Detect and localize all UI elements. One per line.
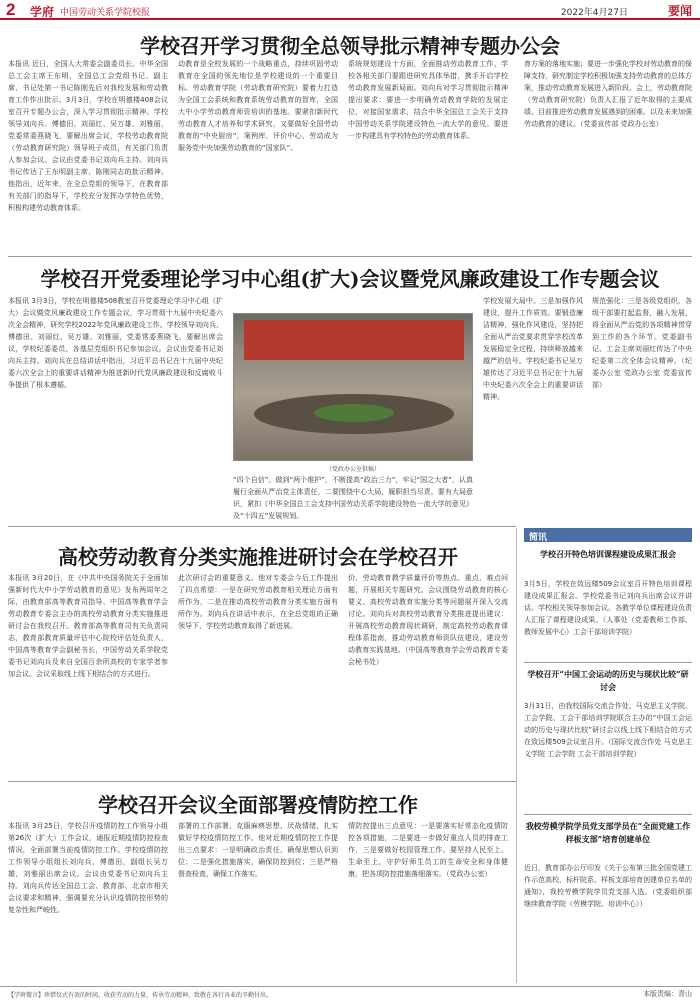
page-footer — [0, 986, 700, 1000]
article1-col1: 本报讯 近日，全国人大常委会副委员长、中华全国总工会主席王东明，全国总工会党组书记、副主席、书记处第一书记陈刚先后对我校发展和劳动教育工作作出批示。3月3日，学校在明德楼408会议室召开专题办公会，深入学习贯彻批示精神。学校领导刘向兵、傅德田、刘丽红、吴万雄、刘雅丽，党委常委燕晓飞，要解出席会议，学校劳动教育院（劳动教育研究院）领导班子成员，有关部门负责人参加会议。会议由党委书记刘向兵主持。刘向兵书记传达了王东明副主席、陈刚同志的批示精神。他指出，近年来，在全总党组的领导下，在教育部有关部门的指导下，学校充分发挥办学特色优势，积极构建劳动教育体系。 — [8, 60, 168, 212]
article4-title: 学校召开会议全面部署疫情防控工作 — [98, 793, 418, 817]
page-header — [0, 0, 700, 20]
footer-editor: 本版责编：青山 — [643, 990, 692, 998]
article4-col2: 部署的工作部署，克服麻痹思想、厌战情绪，扎实做好学校疫情防控工作。他对近期疫情防控工作提出三点要求：一是明确政治责任，确保思想认识到位；二是强化措施落实，确保防控到位；三是严格督查检查，确保工作落实。 — [178, 822, 338, 878]
article1-col4: 育方案的落地实施；要进一步强化学校对劳动教育的保障支持，研究制定学校积极加强支持劳动教育的总体方案，推动劳动教育发展进入新阶段。会上，劳动教育院（劳动教育研究院）负责人汇报了近年取得的主要成绩、目前推进劳动教育发展遇到的困难。以及未来加强劳动教育的建议。（党委宣传部 党政办公室） — [524, 60, 692, 128]
meeting-photo — [233, 313, 473, 461]
brief1-body: 3月5日，学校在致远楼509会议室召开特色培训课程建设成果汇报会。学校党委书记刘向兵出席会议并讲话。学校相关领导参加会议。各教学单位课程建设负责人汇报了课程建设成果。（人事处（党委教师工作部、教师发展中心）工会干部培训学院） — [524, 580, 692, 636]
footer-text: 【学府微言】珍惜仪式有效的时间，收获劳动的力量，传承劳动精神，致敬在各行各业的辛勤付出。 — [8, 992, 273, 999]
divider — [524, 662, 692, 663]
briefs-label: 简讯 — [529, 533, 548, 543]
photo-screen — [244, 320, 464, 360]
article3-col2: 此次研讨会的重要意义。他对专委会今后工作提出了四点希望：一是在研究劳动教育相关理论方面有所作为，二是在推动高校劳动教育分类实施方面有所作为。刘向兵在讲话中表示，在全总党组的正确领导下，学校劳动教育取得了新进展。 — [178, 574, 338, 630]
brief3-title: 我校劳模学院学员党支部学员在“全面党建工作样板支部”培育创建单位 — [525, 821, 691, 844]
article1-col2: 动教育是全校发展的一个战略重点，持续巩固劳动教育在全国的领先地位是学校建设的一个重要目标。劳动教育学院（劳动教育研究院）要着力打造为全国工会系统和教育系统劳动教育的智库，全国大中小学劳动教育师资培训的基地。要紧扣新时代劳动教育人才培养和学术研究，又要做好全国劳动教育的“中央厨房”，案例库、评价中心、劳动成为服务党中央加强劳动教育的“国家队”。 — [178, 60, 338, 152]
brief2-title: 学校召开“中国工会运动的历史与现状比较”研讨会 — [527, 669, 689, 692]
article4-col3: 情防控提出三点意见：一是要落实好常态化疫情防控各项措施，二是要进一步做好重点人员的排查工作，三是要做好校园管理工作。要坚持人民至上、生命至上，守护好师生员工的生命安全和身体健康，把各项防控措施落细落实。（党政办公室） — [348, 822, 508, 878]
masthead-logo: 学府 — [30, 5, 55, 19]
article3-title: 高校劳动教育分类实施推进研讨会在学校召开 — [58, 545, 458, 569]
article2-col1: 本报讯 3月3日，学校在明德楼508教室召开党委理论学习中心组（扩大）会议暨党风廉政建设工作专题会议，学习贯彻十九届中央纪委六次全会精神，研究学校2022年党风廉政建设工作。学校领导刘向兵、傅德田、刘丽红、吴万雄、刘雅丽，党委常委燕晓飞、要解出席会议，学校纪委委员、各基层党组织书记参加会议。会议由党委书记刘向兵主持。刘向兵在总结讲话中指出，习近平总书记在十九届中央纪委六次全会上的重要讲话精神为推进新时代党风廉政建设和反腐败斗争提供了根本遵循。 — [8, 297, 223, 389]
divider — [8, 526, 516, 527]
photo-caption: （党政办公室供稿） — [325, 466, 380, 473]
section-title: 要闻 — [667, 4, 692, 18]
divider — [8, 256, 692, 257]
article2-col2: “四个自信”、做到“两个维护”，不断提高“政治三力”，牢记“国之大者”，认真履行全面从严治党主体责任，二要围绕中心大局，履职担当尽责。要有大局意识，紧扣《中华全国总工会支持中国劳动关系学院建设特色一流大学的意见》及“十四五”发展规划。 — [233, 476, 473, 520]
brief1-title: 学校召开特色培训课程建设成果汇报会 — [540, 549, 676, 559]
article2-title: 学校召开党委理论学习中心组(扩大)会议暨党风廉政建设工作专题会议 — [40, 267, 660, 291]
divider — [8, 781, 516, 782]
issue-date: 2022年4月27日 — [560, 8, 628, 18]
divider — [524, 814, 692, 815]
masthead-subtitle: 中国劳动关系学院校报 — [60, 8, 151, 18]
page-number: 2 — [6, 0, 16, 19]
briefs-header — [524, 528, 692, 542]
article3-col3: 价、劳动教育教学质量评价等热点、重点、难点问题，开展相关专题研究。会议围绕劳动教育的核心要义、高校劳动教育实施分类等问题展开深入交流讨论。刘向兵对高校劳动教育分类推进提出建议：开展高校劳动教育现状调研，制定高校劳动教育课程体系指南，推动劳动教育师资队伍建设，建设劳动教育实践基地。（中国高等教育学会劳动教育专委会秘书处） — [348, 574, 508, 666]
article1-title: 学校召开学习贯彻全总领导批示精神专题办公会 — [140, 34, 560, 58]
article1-col3: 系统规划建设十方面，全面推动劳动教育工作。学校各相关部门要跟进研究具体举措，携手开启学校劳动教育发展新局面。刘向兵对学习贯彻批示精神提出要求：要进一步明确劳动教育学院的发展定位，对接国家需求，结合中华全国总工会关于支持中国劳动关系学院建设特色一流大学的意见。要进一步构建具有学校特色的劳动教育体系。 — [348, 60, 508, 140]
article4-col1: 本报讯 3月25日，学校召开疫情防控工作领导小组第26次（扩大）工作会议，通报近期疫情防控检查情况，全面部署当前疫情防控工作。学校疫情防控工作领导小组组长刘向兵，傅德田，副组长吴万雄，刘雅丽出席会议。会议由党委书记刘向兵主持。刘向兵传达全国总工会、教育部、北京市相关会议要求和精神，强调要充分认识疫情防控形势的复杂性和严峻性。 — [8, 822, 168, 914]
photo-flowers — [314, 404, 394, 422]
article3-col1: 本报讯 3月20日，在《中共中央国务院关于全面加强新时代大中小学劳动教育的意见》发布两周年之际，由教育部高等教育司指导、中国高等教育学会劳动教育专委会主办的高校劳动教育分类实施推进研讨会在我校召开。教育部高等教育司有关负责同志，教育部教育质量评估中心院校评估处负责人，中国高等教育学会副秘书长，中国劳动关系学院党委书记刘向兵及来自全国百余所高校的专家学者参加会议。会议采取线上线下相结合的方式进行。 — [8, 574, 168, 678]
article2-col3: 学校发展大局中。三是加强作风建设，提升工作质效。要锻造廉洁精神，强化作风建设，坚持把全面从严治党要求贯穿学校改革发展稳定全过程，持续释放越来越严的信号。学校纪委书记吴万雄传达了习近平总书记在十九届中央纪委六次全会上的重要讲话精神。 — [483, 297, 583, 401]
brief2-body: 3月31日，由我校国际交流合作处、马克思主义学院、工会学院、工会干部培训学院联合主办的“中国工会运动的历史与现状比较”研讨会以线上线下相结合的方式在致远楼509会议室召开。（国际交流合作处 马克思主义学院 工会学院 工会干部培训学院） — [524, 702, 692, 758]
brief3-body: 近日，教育部办公厅印发《关于公布第三批全国党建工作示范高校、标杆院系、样板支部培育创建单位名单的通知》，我校劳模学院学员党支部入选。（党委组织部 继续教育学院（劳模学院、培训中心）） — [524, 864, 692, 908]
article2-col4: 规范强化：三是各级党组织，各级干部要打起监督，融入发展，将全面从严治党的各项精神贯穿到工作的各个环节。党委副书记、工会主席刘丽红传达了中央纪委第二次全体会议精神。（纪委办公室 党政办公室 党委宣传部） — [592, 297, 692, 389]
column-rule — [516, 528, 517, 983]
